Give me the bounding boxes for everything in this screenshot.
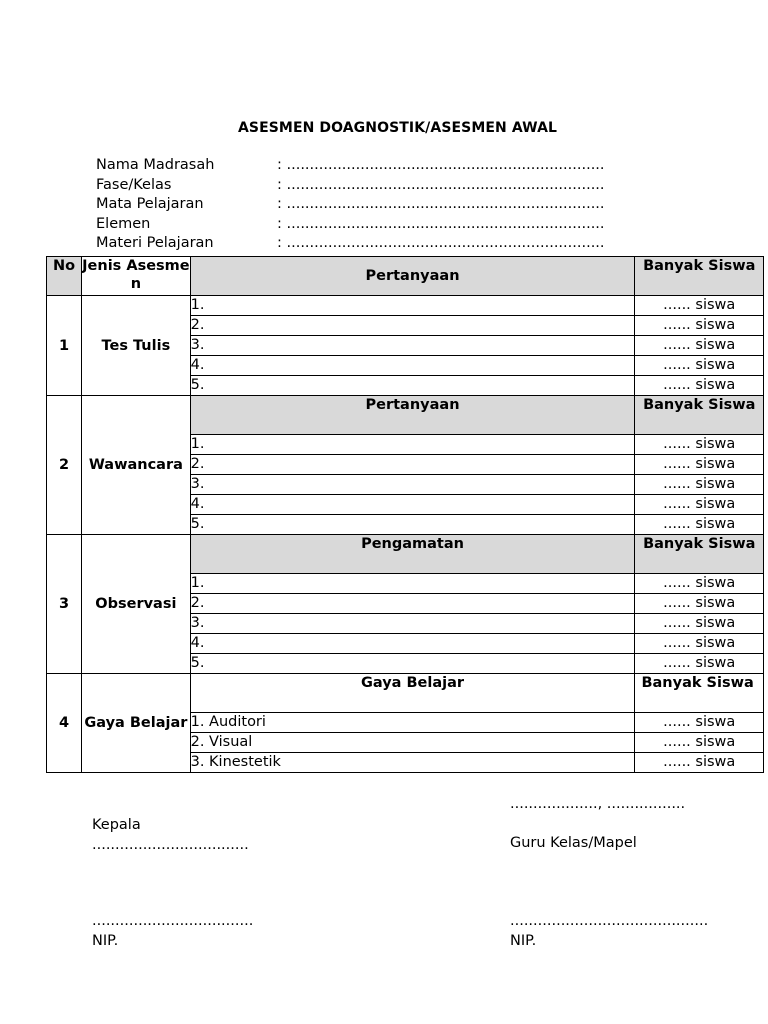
student-count-cell[interactable]: ...... siswa xyxy=(635,455,764,475)
info-label: Elemen xyxy=(96,215,151,232)
section-type: Tes Tulis xyxy=(82,296,190,396)
info-label: Materi Pelajaran xyxy=(96,235,214,252)
student-count-cell[interactable]: ...... siswa xyxy=(635,336,764,356)
student-count-cell[interactable]: ...... siswa xyxy=(635,634,764,654)
section-header-row xyxy=(47,396,764,435)
section-header-pengamatan: Pengamatan xyxy=(190,535,635,574)
info-label: Mata Pelajaran xyxy=(96,196,204,213)
section-number: 2 xyxy=(47,396,82,535)
section-number: 1 xyxy=(47,296,82,396)
info-row-nama-madrasah xyxy=(96,157,605,177)
learning-style-cell[interactable]: 3. Kinestetik xyxy=(190,753,635,773)
question-cell[interactable]: 3. xyxy=(190,614,635,634)
section-number: 3 xyxy=(47,535,82,674)
info-block xyxy=(96,157,605,255)
question-cell[interactable]: 3. xyxy=(190,336,635,356)
question-cell[interactable]: 3. xyxy=(190,475,635,495)
info-row-fase-kelas xyxy=(96,177,605,197)
info-row-mata-pelajaran xyxy=(96,196,605,216)
section-header-banyak-siswa: Banyak Siswa xyxy=(635,396,764,435)
question-cell[interactable]: 1. xyxy=(190,435,635,455)
question-cell[interactable]: 5. xyxy=(190,515,635,535)
student-count-cell[interactable]: ...... siswa xyxy=(635,435,764,455)
student-count-cell[interactable]: ...... siswa xyxy=(635,733,764,753)
table-row xyxy=(47,296,764,316)
section-header-row xyxy=(47,535,764,574)
teacher-name-line: ........................................... xyxy=(510,913,709,929)
teacher-title: Guru Kelas/Mapel xyxy=(510,835,637,851)
question-cell[interactable]: 1. xyxy=(190,296,635,316)
section-type: Gaya Belajar xyxy=(82,674,190,773)
info-label: Nama Madrasah xyxy=(96,157,215,173)
document-title: ASESMEN DOAGNOSTIK/ASESMEN AWAL xyxy=(237,120,558,136)
section-header-pertanyaan: Pertanyaan xyxy=(190,396,635,435)
section-header-banyak-siswa: Banyak Siswa xyxy=(635,674,764,713)
headmaster-nip: NIP. xyxy=(92,933,119,949)
info-value: : ..................................................................... xyxy=(277,215,605,232)
header-no: No xyxy=(47,257,82,296)
question-cell[interactable]: 4. xyxy=(190,634,635,654)
section-header-row xyxy=(47,674,764,713)
question-cell[interactable]: 4. xyxy=(190,356,635,376)
student-count-cell[interactable]: ...... siswa xyxy=(635,376,764,396)
student-count-cell[interactable]: ...... siswa xyxy=(635,614,764,634)
student-count-cell[interactable]: ...... siswa xyxy=(635,515,764,535)
section-number: 4 xyxy=(47,674,82,773)
student-count-cell[interactable]: ...... siswa xyxy=(635,475,764,495)
student-count-cell[interactable]: ...... siswa xyxy=(635,296,764,316)
headmaster-name-line: ................................... xyxy=(92,913,254,929)
question-cell[interactable]: 1. xyxy=(190,574,635,594)
student-count-cell[interactable]: ...... siswa xyxy=(635,594,764,614)
info-value: : ..................................................................... xyxy=(277,196,605,213)
section-header-banyak-siswa: Banyak Siswa xyxy=(635,535,764,574)
student-count-cell[interactable]: ...... siswa xyxy=(635,495,764,515)
question-cell[interactable]: 2. xyxy=(190,594,635,614)
teacher-nip: NIP. xyxy=(510,933,537,949)
place-date-line: ..................., ................. xyxy=(510,796,686,812)
student-count-cell[interactable]: ...... siswa xyxy=(635,753,764,773)
info-row-elemen xyxy=(96,216,605,236)
info-value: : ..................................................................... xyxy=(277,157,605,173)
headmaster-title: Kepala .................................. xyxy=(92,817,249,853)
header-pertanyaan: Pertanyaan xyxy=(190,257,635,296)
header-jenis-asesmen: Jenis Asesmen xyxy=(82,257,190,296)
student-count-cell[interactable]: ...... siswa xyxy=(635,574,764,594)
section-header-gaya-belajar: Gaya Belajar xyxy=(190,674,635,713)
info-value: : ..................................................................... xyxy=(277,235,605,252)
assessment-table xyxy=(46,256,764,773)
section-type: Wawancara xyxy=(82,396,190,535)
student-count-cell[interactable]: ...... siswa xyxy=(635,713,764,733)
header-banyak-siswa: Banyak Siswa xyxy=(635,257,764,296)
question-cell[interactable]: 2. xyxy=(190,316,635,336)
learning-style-cell[interactable]: 1. Auditori xyxy=(190,713,635,733)
question-cell[interactable]: 5. xyxy=(190,654,635,674)
question-cell[interactable]: 4. xyxy=(190,495,635,515)
student-count-cell[interactable]: ...... siswa xyxy=(635,654,764,674)
info-label: Fase/Kelas xyxy=(96,176,172,193)
info-row-materi-pelajaran xyxy=(96,235,605,255)
student-count-cell[interactable]: ...... siswa xyxy=(635,356,764,376)
question-cell[interactable]: 5. xyxy=(190,376,635,396)
learning-style-cell[interactable]: 2. Visual xyxy=(190,733,635,753)
table-header-row xyxy=(47,257,764,296)
student-count-cell[interactable]: ...... siswa xyxy=(635,316,764,336)
section-type: Observasi xyxy=(82,535,190,674)
question-cell[interactable]: 2. xyxy=(190,455,635,475)
info-value: : ..................................................................... xyxy=(277,176,605,193)
